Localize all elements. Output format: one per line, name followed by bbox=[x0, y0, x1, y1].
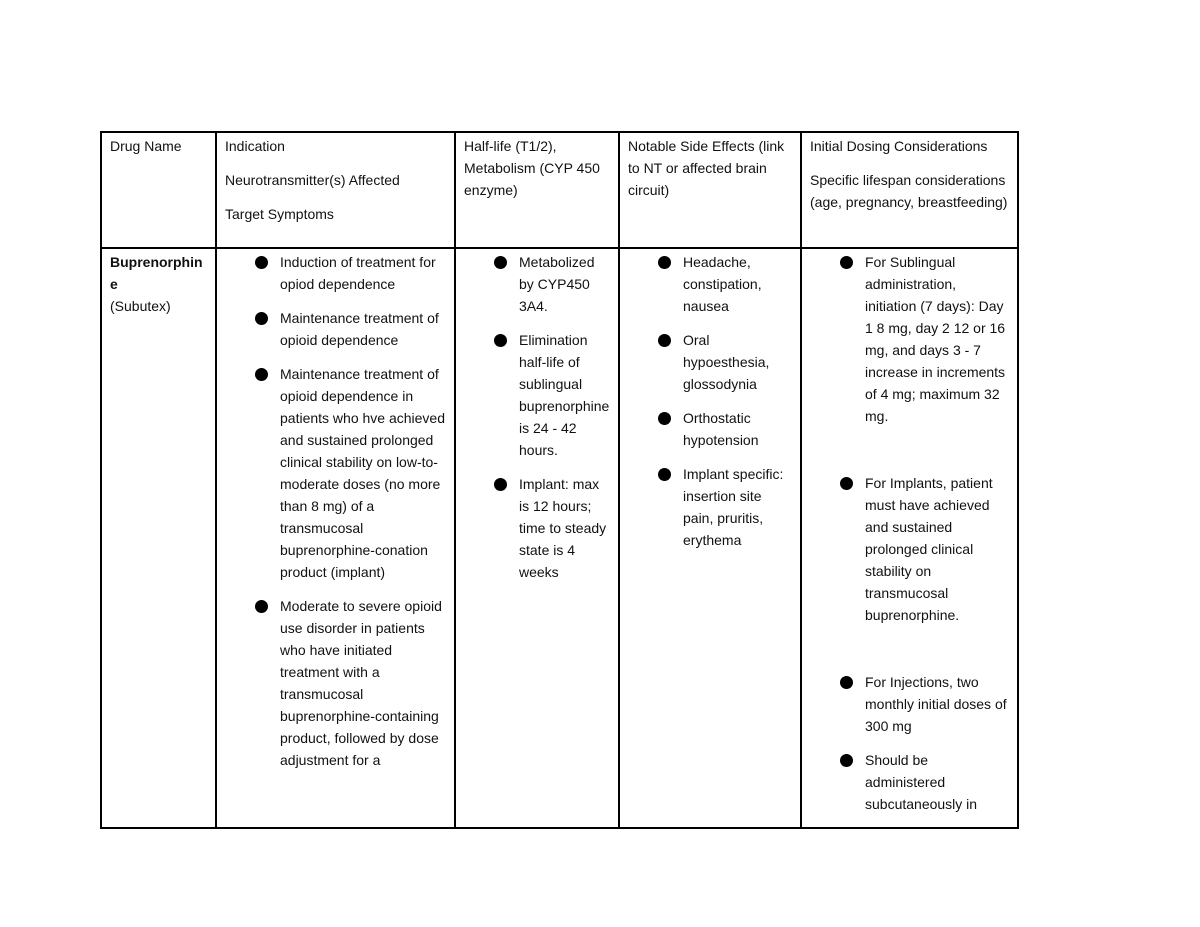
side-effects-cell bbox=[619, 248, 801, 828]
header-neurotransmitters: Neurotransmitter(s) Affected bbox=[225, 172, 400, 188]
drug-name: Buprenorphine bbox=[110, 254, 203, 292]
list-item: Moderate to severe opioid use disorder in patients who have initiated treatment with a transmucosal buprenorphine-containing product, followed by dose adjustment for a bbox=[225, 595, 446, 771]
list-item: Oral hypoesthesia, glossodynia bbox=[628, 329, 792, 395]
list-item: For Implants, patient must have achieved and sustained prolonged clinical stability on transmucosal buprenorphine. bbox=[810, 472, 1009, 626]
list-item: Induction of treatment for opiod dependence bbox=[225, 251, 446, 295]
header-side-effects-cell bbox=[619, 132, 801, 248]
list-item: Headache, constipation, nausea bbox=[628, 251, 792, 317]
drug-table bbox=[100, 131, 1019, 829]
list-item: Maintenance treatment of opioid dependence bbox=[225, 307, 446, 351]
drug-name-cell bbox=[101, 248, 216, 828]
side-effects-list bbox=[628, 251, 792, 551]
indication-list bbox=[225, 251, 446, 771]
header-drug-name: Drug Name bbox=[110, 138, 182, 154]
header-drug-name-cell bbox=[101, 132, 216, 248]
list-item: Maintenance treatment of opioid dependence in patients who hve achieved and sustained prolonged clinical stability on low-to-moderate doses (no more than 8 mg) of a transmucosal buprenorphine-conation product (implant) bbox=[225, 363, 446, 583]
dosing-list bbox=[810, 251, 1009, 815]
list-item: Implant: max is 12 hours; time to steady state is 4 weeks bbox=[464, 473, 610, 583]
header-half-life: Half-life (T1/2), Metabolism (CYP 450 enzyme) bbox=[464, 138, 600, 198]
header-indication: Indication bbox=[225, 138, 285, 154]
header-dosing: Initial Dosing Considerations bbox=[810, 138, 988, 154]
header-lifespan: Specific lifespan considerations (age, pregnancy, breastfeeding) bbox=[810, 172, 1008, 210]
header-side-effects: Notable Side Effects (link to NT or affected brain circuit) bbox=[628, 138, 785, 198]
list-item: For Injections, two monthly initial doses of 300 mg bbox=[810, 671, 1009, 737]
header-target-symptoms: Target Symptoms bbox=[225, 206, 334, 222]
indication-cell bbox=[216, 248, 455, 828]
header-row bbox=[101, 132, 1018, 248]
header-indication-cell bbox=[216, 132, 455, 248]
drug-row bbox=[101, 248, 1018, 828]
dosing-cell bbox=[801, 248, 1018, 828]
drug-brand: (Subutex) bbox=[110, 298, 171, 314]
list-item: For Sublingual administration, initiation (7 days): Day 1 8 mg, day 2 12 or 16 mg, and days 3 - 7 increase in increments of 4 mg; maximum 32 mg. bbox=[810, 251, 1009, 427]
list-item: Elimination half-life of sublingual buprenorphine is 24 - 42 hours. bbox=[464, 329, 610, 461]
list-item: Metabolized by CYP450 3A4. bbox=[464, 251, 610, 317]
header-dosing-cell bbox=[801, 132, 1018, 248]
list-item: Should be administered subcutaneously in bbox=[810, 749, 1009, 815]
half-life-list bbox=[464, 251, 610, 583]
list-item: Implant specific: insertion site pain, pruritis, erythema bbox=[628, 463, 792, 551]
half-life-cell bbox=[455, 248, 619, 828]
list-item: Orthostatic hypotension bbox=[628, 407, 792, 451]
header-half-life-cell bbox=[455, 132, 619, 248]
